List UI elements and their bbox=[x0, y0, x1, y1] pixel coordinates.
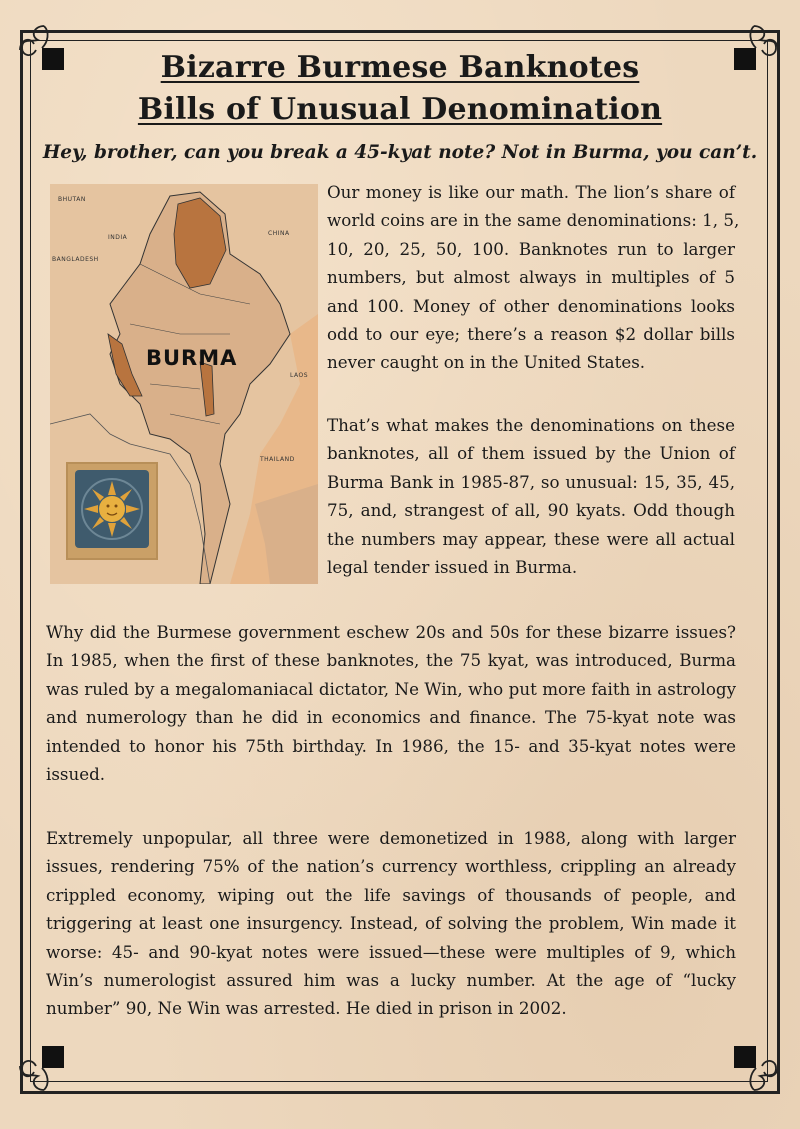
text-line: numbers, but almost always in multiples of 5 bbox=[327, 267, 735, 288]
text-line: Burma Bank in 1985-87, so unusual: 15, 35, 45, bbox=[327, 471, 735, 492]
map-country-label: BURMA bbox=[146, 346, 238, 370]
paragraph-denominations bbox=[327, 411, 735, 581]
fleur-de-lis-corner-icon bbox=[14, 1034, 76, 1096]
fleur-de-lis-corner-icon bbox=[722, 1034, 784, 1096]
page-subtitle-heading: Bills of Unusual Denomination bbox=[137, 92, 663, 127]
text-line: triggering at least one insurgency. Instead, of solving the problem, Win made it bbox=[46, 913, 736, 934]
text-line: was ruled by a megalomaniacal dictator, Ne Win, who put more faith in astrology bbox=[46, 678, 736, 699]
map-label-thailand: THAILAND bbox=[260, 456, 295, 463]
text-line: and numerology than he did in economics and finance. The 75-kyat note was bbox=[46, 707, 736, 728]
text-line: crippled economy, wiping out the life savings of thousands of people, and bbox=[46, 884, 736, 905]
text-line: legal tender issued in Burma. bbox=[327, 557, 578, 578]
text-line: banknotes, all of them issued by the Union of bbox=[327, 443, 735, 464]
text-line: In 1985, when the first of these banknotes, the 75 kyat, was introduced, Burma bbox=[46, 650, 736, 671]
text-line: 10, 20, 25, 50, 100. Banknotes run to larger bbox=[327, 238, 735, 259]
text-line: Extremely unpopular, all three were demonetized in 1988, along with larger bbox=[46, 828, 736, 848]
map-label-china: CHINA bbox=[268, 230, 290, 237]
map-label-bangladesh: BANGLADESH bbox=[52, 256, 99, 263]
paragraph-history bbox=[46, 618, 736, 788]
burma-map-image bbox=[50, 184, 318, 584]
text-line: Why did the Burmese government eschew 20s and 50s for these bizarre issues? bbox=[46, 622, 736, 642]
text-line: intended to honor his 75th birthday. In 1986, the 15- and 35-kyat notes were bbox=[46, 735, 736, 756]
map-label-laos: LAOS bbox=[290, 372, 309, 379]
map-label-india: INDIA bbox=[108, 234, 128, 241]
paragraph-demonetization bbox=[46, 824, 736, 1023]
text-line: the numbers may appear, these were all actual bbox=[327, 528, 735, 549]
tagline: Hey, brother, can you break a 45-kyat note? Not in Burma, you can’t. bbox=[42, 142, 758, 163]
map-label-bhutan: BHUTAN bbox=[58, 196, 86, 203]
text-line: number” 90, Ne Win was arrested. He died in prison in 2002. bbox=[46, 998, 567, 1019]
text-line: That’s what makes the denominations on these bbox=[327, 415, 735, 435]
paragraph-intro bbox=[327, 178, 740, 377]
page-title: Bizarre Burmese Banknotes bbox=[160, 50, 640, 85]
text-line: world coins are in the same denominations: 1, 5, bbox=[327, 210, 740, 231]
text-line: 75, and, strangest of all, 90 kyats. Odd though bbox=[327, 500, 735, 521]
text-line: never caught on in the United States. bbox=[327, 352, 646, 373]
text-line: and 100. Money of other denominations looks bbox=[327, 295, 735, 316]
sun-face-coin-icon bbox=[68, 464, 156, 558]
text-line: Our money is like our math. The lion’s share of bbox=[327, 182, 735, 202]
text-line: issued. bbox=[46, 764, 106, 785]
text-line: worse: 45- and 90-kyat notes were issued—these were multiples of 9, which bbox=[46, 941, 736, 962]
text-line: Win’s numerologist assured him was a lucky number. At the age of “lucky bbox=[46, 970, 736, 991]
text-line: issues, rendering 75% of the nation’s currency worthless, crippling an already bbox=[46, 856, 736, 877]
text-line: odd to our eye; there’s a reason $2 dollar bills bbox=[327, 324, 735, 345]
